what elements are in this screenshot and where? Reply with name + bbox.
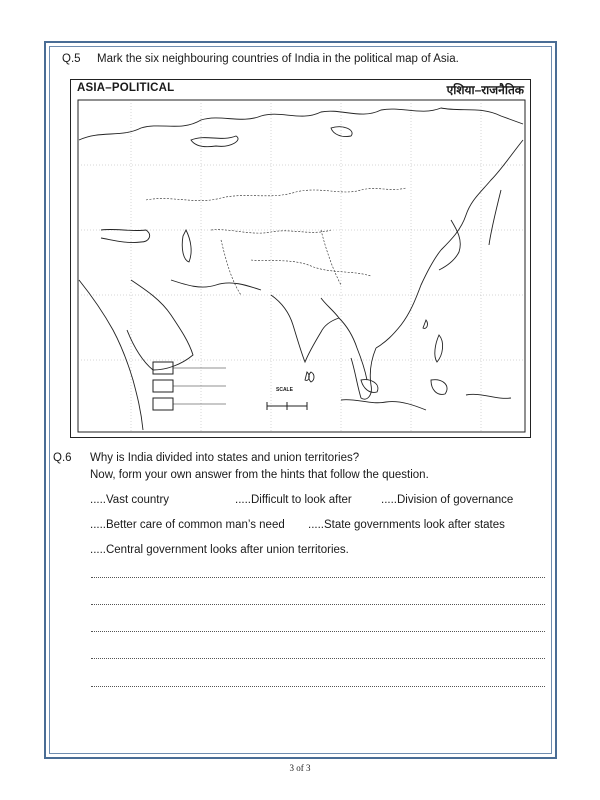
- answer-line[interactable]: [91, 658, 545, 659]
- hint-central-government: .....Central government looks after union territories.: [90, 544, 349, 556]
- question-5-text: Mark the six neighbouring countries of India in the political map of Asia.: [97, 53, 459, 65]
- question-6-text: Why is India divided into states and union territories?: [90, 452, 360, 464]
- hint-vast-country: .....Vast country: [90, 494, 170, 506]
- asia-political-map: [70, 79, 531, 438]
- hint-difficult-to-look-after: .....Difficult to look after: [235, 494, 352, 506]
- page-number: 3 of 3: [289, 763, 311, 773]
- hint-division-of-governance: .....Division of governance: [381, 494, 514, 506]
- question-5-number: Q.5: [62, 53, 81, 65]
- map-title-hindi: एशिया–राजनैतिक: [446, 83, 524, 97]
- question-6-number: Q.6: [53, 452, 72, 464]
- hint-state-governments: .....State governments look after states: [308, 519, 505, 531]
- answer-line[interactable]: [91, 604, 545, 605]
- question-6-instruction: Now, form your own answer from the hints that follow the question.: [90, 469, 429, 481]
- answer-line[interactable]: [91, 686, 545, 687]
- answer-line[interactable]: [91, 577, 545, 578]
- hint-better-care: .....Better care of common man’s need: [90, 519, 285, 531]
- map-scale-label: SCALE: [276, 387, 293, 393]
- answer-line[interactable]: [91, 631, 545, 632]
- map-outline: [71, 80, 531, 438]
- map-title: ASIA–POLITICAL: [77, 82, 175, 94]
